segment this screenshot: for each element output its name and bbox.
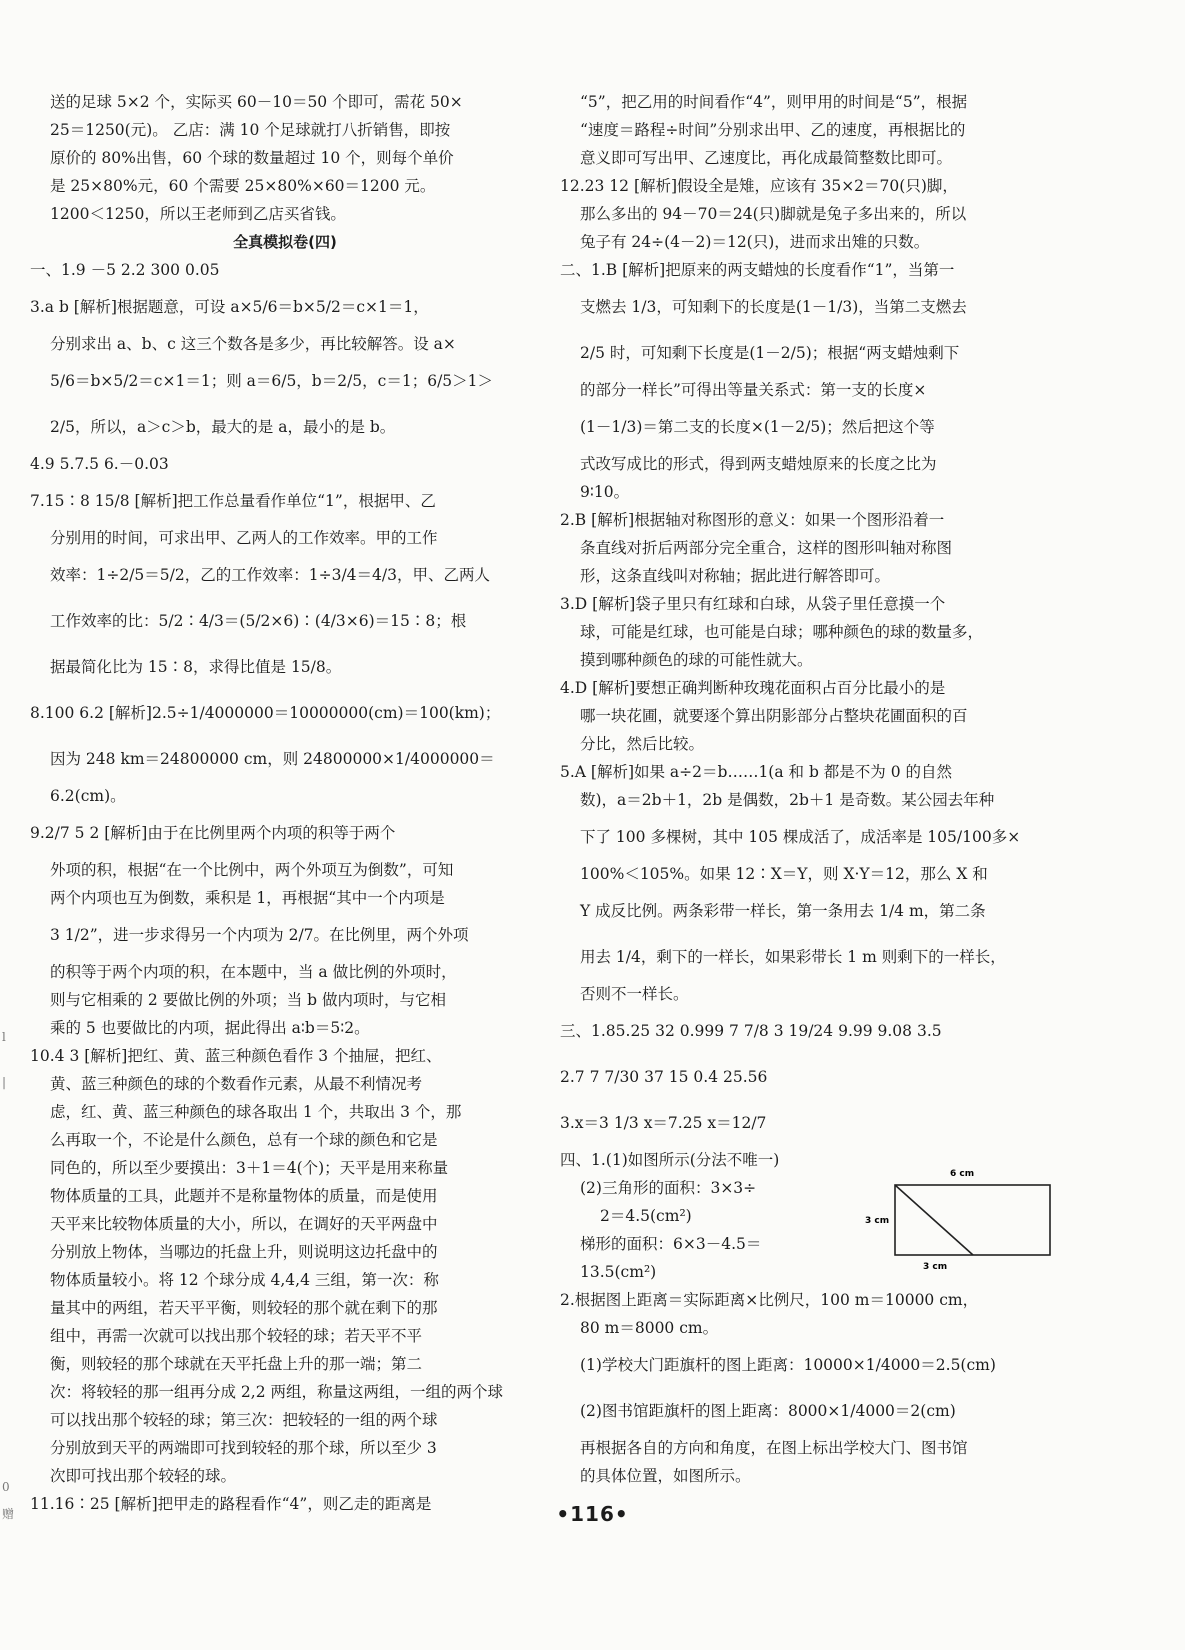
text-line: 意义即可写出甲、乙速度比，再化成最简整数比即可。 bbox=[580, 149, 953, 167]
text-line: 否则不一样长。 bbox=[580, 985, 689, 1003]
text-line: 2/5 时，可知剩下长度是(1－2/5)；根据“两支蜡烛剩下 bbox=[580, 344, 960, 362]
margin-mark: 赠 bbox=[2, 1507, 15, 1521]
text-line: 梯形的面积：6×3－4.5＝ bbox=[580, 1235, 762, 1253]
text-line: 两个内项也互为倒数，乘积是 1，再根据“其中一个内项是 bbox=[50, 889, 445, 907]
text-line: 80 m＝8000 cm。 bbox=[580, 1319, 719, 1337]
text-line: 下了 100 多棵树，其中 105 棵成活了，成活率是 105/100多× bbox=[580, 828, 1021, 846]
text-line: 乘的 5 也要做比的内项，据此得出 a∶b＝5∶2。 bbox=[50, 1019, 370, 1037]
text-line: 次：将较轻的那一组再分成 2,2 两组，称量这两组，一组的两个球 bbox=[50, 1383, 504, 1401]
text-line: Y 成反比例。两条彩带一样长，第一条用去 1/4 m，第二条 bbox=[580, 902, 986, 920]
text-line: 效率：1÷2/5＝5/2，乙的工作效率：1÷3/4＝4/3，甲、乙两人 bbox=[50, 566, 490, 584]
text-line: 么再取一个，不论是什么颜色，总有一个球的颜色和它是 bbox=[50, 1131, 438, 1149]
text-line: 的积等于两个内项的积，在本题中，当 a 做比例的外项时， bbox=[50, 963, 457, 981]
rectangle-figure bbox=[865, 1165, 1055, 1279]
answer-line: 10.4 3 [解析]把红、黄、蓝三种颜色看作 3 个抽屉，把红、 bbox=[30, 1047, 442, 1065]
text-line: 6.2(cm)。 bbox=[50, 787, 126, 805]
right-column bbox=[560, 88, 1040, 1490]
text-line: 同色的，所以至少要摸出：3＋1＝4(个)；天平是用来称量 bbox=[50, 1159, 449, 1177]
answer-line: 3.D [解析]袋子里只有红球和白球，从袋子里任意摸一个 bbox=[560, 595, 946, 613]
answer-line: 5.A [解析]如果 a÷2＝b……1(a 和 b 都是不为 0 的自然 bbox=[560, 763, 953, 781]
page-number: •116• bbox=[556, 1502, 629, 1526]
left-column bbox=[30, 88, 540, 1518]
margin-mark: 0 bbox=[2, 1480, 10, 1494]
text-line: 哪一块花圃，就要逐个算出阴影部分占整块花圃面积的百 bbox=[580, 707, 968, 725]
answer-line: 四、1.(1)如图所示(分法不唯一) bbox=[560, 1151, 780, 1169]
text-line: 3 1/2”，进一步求得另一个内项为 2/7。在比例里，两个外项 bbox=[50, 926, 469, 944]
text-line: 工作效率的比：5/2∶4/3＝(5/2×6)∶(4/3×6)＝15∶8；根 bbox=[50, 612, 467, 630]
text-line: 外项的积，根据“在一个比例中，两个外项互为倒数”，可知 bbox=[50, 861, 454, 879]
text-line: 分别用的时间，可求出甲、乙两人的工作效率。甲的工作 bbox=[50, 529, 438, 547]
answer-line: 三、1.85.25 32 0.999 7 7/8 3 19/24 9.99 9.08 3.5 bbox=[560, 1022, 942, 1040]
answer-line: 2.7 7 7/30 37 15 0.4 25.56 bbox=[560, 1068, 768, 1086]
figure-bottom-label: 3 cm bbox=[923, 1262, 948, 1272]
text-line: 分别求出 a、b、c 这三个数各是多少，再比较解答。设 a× bbox=[50, 335, 456, 353]
text-line: 2＝4.5(cm²) bbox=[600, 1207, 692, 1225]
text-line: 的部分一样长”可得出等量关系式：第一支的长度× bbox=[580, 381, 927, 399]
text-line: 是 25×80%元，60 个需要 25×80%×60＝1200 元。 bbox=[50, 177, 436, 195]
text-line: 13.5(cm²) bbox=[580, 1263, 657, 1281]
text-line: 黄、蓝三种颜色的球的个数看作元素，从最不利情况考 bbox=[50, 1075, 423, 1093]
figure-left-label: 3 cm bbox=[865, 1216, 890, 1226]
text-line: 形，这条直线叫对称轴；据此进行解答即可。 bbox=[580, 567, 891, 585]
text-line: 分比，然后比较。 bbox=[580, 735, 705, 753]
text-line: 送的足球 5×2 个，实际买 60－10＝50 个即可，需花 50× bbox=[50, 93, 463, 111]
text-line: 衡，则较轻的那个球就在天平托盘上升的那一端；第二 bbox=[50, 1355, 423, 1373]
text-line: 用去 1/4，剩下的一样长，如果彩带长 1 m 则剩下的一样长， bbox=[580, 948, 1006, 966]
answer-line: 12.23 12 [解析]假设全是雉，应该有 35×2＝70(只)脚， bbox=[560, 177, 958, 195]
text-line: 1200＜1250，所以王老师到乙店买省钱。 bbox=[50, 205, 346, 223]
answer-line: 4.D [解析]要想正确判断种玫瑰花面积占百分比最小的是 bbox=[560, 679, 946, 697]
text-line: 5/6＝b×5/2＝c×1＝1；则 a＝6/5，b＝2/5，c＝1；6/5＞1＞ bbox=[50, 372, 494, 390]
text-line: 虑，红、黄、蓝三种颜色的球各取出 1 个，共取出 3 个，那 bbox=[50, 1103, 462, 1121]
answer-line: 8.100 6.2 [解析]2.5÷1/4000000＝10000000(cm)＝100(km)； bbox=[30, 704, 501, 722]
diagonal-line bbox=[895, 1185, 973, 1255]
rectangle-diagram bbox=[865, 1165, 1055, 1275]
answer-line: 7.15∶8 15/8 [解析]把工作总量看作单位“1”，根据甲、乙 bbox=[30, 492, 436, 510]
text-line: 的具体位置，如图所示。 bbox=[580, 1467, 751, 1485]
text-line: 物体质量的工具，此题并不是称量物体的质量，而是使用 bbox=[50, 1187, 438, 1205]
text-line: “5”，把乙用的时间看作“4”，则甲用的时间是“5”，根据 bbox=[580, 93, 968, 111]
text-line: 可以找出那个较轻的球；第三次：把较轻的一组的两个球 bbox=[50, 1411, 438, 1429]
text-line: (1)学校大门距旗杆的图上距离：10000×1/4000＝2.5(cm) bbox=[580, 1356, 996, 1374]
text-line: 9∶10。 bbox=[580, 483, 630, 501]
text-line: 100%＜105%。如果 12∶X＝Y，则 X·Y＝12，那么 X 和 bbox=[580, 865, 988, 883]
text-line: 组中，再需一次就可以找出那个较轻的球；若天平不平 bbox=[50, 1327, 423, 1345]
text-line: 球，可能是红球，也可能是白球；哪种颜色的球的数量多， bbox=[580, 623, 984, 641]
margin-mark: | bbox=[2, 1075, 7, 1089]
answer-line: 二、1.B [解析]把原来的两支蜡烛的长度看作“1”，当第一 bbox=[560, 261, 955, 279]
text-line: 则与它相乘的 2 要做比例的外项；当 b 做内项时，与它相 bbox=[50, 991, 446, 1009]
text-line: 式改写成比的形式，得到两支蜡烛原来的长度之比为 bbox=[580, 455, 937, 473]
text-line: 2/5，所以，a＞c＞b，最大的是 a，最小的是 b。 bbox=[50, 418, 396, 436]
text-line: 条直线对折后两部分完全重合，这样的图形叫轴对称图 bbox=[580, 539, 953, 557]
text-line: 那么多出的 94－70＝24(只)脚就是兔子多出来的，所以 bbox=[580, 205, 967, 223]
text-line: 物体质量较小。将 12 个球分成 4,4,4 三组，第一次：称 bbox=[50, 1271, 439, 1289]
answer-line: 3.x＝3 1/3 x＝7.25 x＝12/7 bbox=[560, 1114, 767, 1132]
margin-mark: l bbox=[2, 1030, 6, 1044]
text-line: 25＝1250(元)。 乙店：满 10 个足球就打八折销售，即按 bbox=[50, 121, 451, 139]
text-line: “速度＝路程÷时间”分别求出甲、乙的速度，再根据比的 bbox=[580, 121, 966, 139]
text-line: 次即可找出那个较轻的球。 bbox=[50, 1467, 237, 1485]
text-line: 分别放到天平的两端即可找到较轻的那个球，所以至少 3 bbox=[50, 1439, 437, 1457]
text-line: 天平来比较物体质量的大小，所以，在调好的天平两盘中 bbox=[50, 1215, 438, 1233]
text-line: 支燃去 1/3，可知剩下的长度是(1－1/3)，当第二支燃去 bbox=[580, 298, 967, 316]
figure-top-label: 6 cm bbox=[950, 1169, 975, 1179]
text-line: 再根据各自的方向和角度，在图上标出学校大门、图书馆 bbox=[580, 1439, 968, 1457]
text-line: (2)图书馆距旗杆的图上距离：8000×1/4000＝2(cm) bbox=[580, 1402, 956, 1420]
text-line: 数)，a＝2b＋1，2b 是偶数，2b＋1 是奇数。某公园去年种 bbox=[580, 791, 995, 809]
answer-line: 4.9 5.7.5 6.－0.03 bbox=[30, 455, 169, 473]
text-line: 分别放上物体，当哪边的托盘上升，则说明这边托盘中的 bbox=[50, 1243, 438, 1261]
text-line: 原价的 80%出售，60 个球的数量超过 10 个，则每个单价 bbox=[50, 149, 454, 167]
rectangle-outline bbox=[895, 1185, 1050, 1255]
section-title: 全真模拟卷(四) bbox=[233, 233, 337, 251]
text-line: 据最简化比为 15∶8，求得比值是 15/8。 bbox=[50, 658, 342, 676]
text-line: (2)三角形的面积：3×3÷ bbox=[580, 1179, 757, 1197]
text-line: 摸到哪种颜色的球的可能性就大。 bbox=[580, 651, 813, 669]
answer-line: 2.B [解析]根据轴对称图形的意义：如果一个图形沿着一 bbox=[560, 511, 945, 529]
text-line: 量其中的两组，若天平平衡，则较轻的那个就在剩下的那 bbox=[50, 1299, 438, 1317]
text-line: 兔子有 24÷(4－2)＝12(只)，进而求出雉的只数。 bbox=[580, 233, 930, 251]
answer-line: 11.16∶25 [解析]把甲走的路程看作“4”，则乙走的距离是 bbox=[30, 1495, 432, 1513]
text-line: 因为 248 km＝24800000 cm，则 24800000×1/4000000＝ bbox=[50, 750, 495, 768]
answer-line: 2.根据图上距离＝实际距离×比例尺，100 m＝10000 cm， bbox=[560, 1291, 979, 1309]
text-line: (1－1/3)＝第二支的长度×(1－2/5)；然后把这个等 bbox=[580, 418, 935, 436]
answer-line: 9.2/7 5 2 [解析]由于在比例里两个内项的积等于两个 bbox=[30, 824, 396, 842]
answer-line: 3.a b [解析]根据题意，可设 a×5/6＝b×5/2＝c×1＝1， bbox=[30, 298, 429, 316]
answer-line: 一、1.9 －5 2.2 300 0.05 bbox=[30, 261, 220, 279]
